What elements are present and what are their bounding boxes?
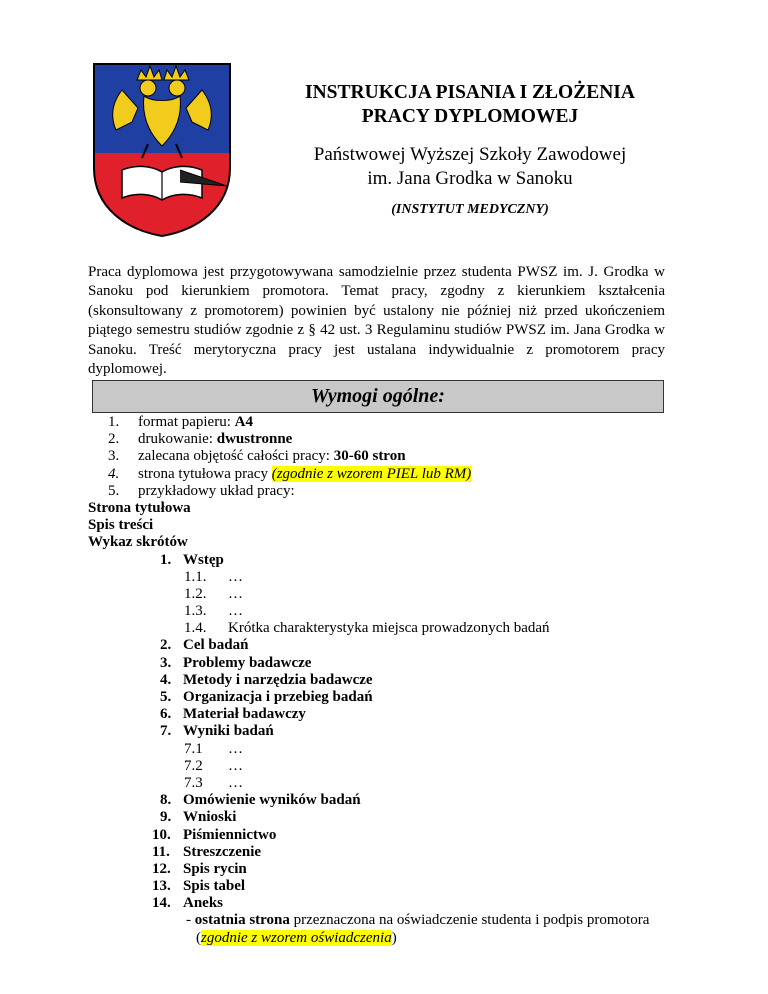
chapter-item xyxy=(88,809,688,826)
subchapter-item xyxy=(88,620,688,637)
final-note-reference xyxy=(88,930,688,947)
document-title-line2: PRACY DYPLOMOWEJ xyxy=(361,106,579,127)
chapter-item xyxy=(88,827,688,844)
subchapter-item xyxy=(88,569,688,586)
subchapter-number: 7.2 xyxy=(184,757,203,774)
chapter-title: Spis rycin xyxy=(183,860,247,877)
chapter-item xyxy=(88,895,688,912)
list-item xyxy=(88,466,688,483)
subchapter-item xyxy=(88,741,688,758)
final-note-prefix: - xyxy=(186,912,195,929)
chapter-number: 6. xyxy=(160,706,172,723)
chapter-title: Cel badań xyxy=(183,637,249,654)
chapter-item xyxy=(88,552,688,569)
subchapter-number: 1.1. xyxy=(184,568,207,585)
subchapter-title: … xyxy=(228,740,243,757)
crest-logo xyxy=(92,58,232,238)
chapter-title: Problemy badawcze xyxy=(183,654,312,671)
subchapter-number: 7.1 xyxy=(184,740,203,757)
chapter-number: 10. xyxy=(152,826,171,843)
subchapter-number: 7.3 xyxy=(184,774,203,791)
list-item xyxy=(88,431,688,448)
chapter-item xyxy=(88,637,688,654)
item-label: przykładowy układ pracy: xyxy=(138,482,295,499)
chapter-number: 11. xyxy=(152,843,170,860)
list-item xyxy=(88,483,688,500)
chapter-title: Omówienie wyników badań xyxy=(183,792,361,809)
chapter-number: 5. xyxy=(160,689,172,705)
item-number: 3. xyxy=(108,448,120,465)
chapter-title: Aneks xyxy=(183,895,224,912)
list-item xyxy=(88,414,688,431)
subchapter-title: … xyxy=(228,585,243,602)
chapter-title: Wnioski xyxy=(183,809,237,826)
section-header-box xyxy=(92,380,664,413)
final-note-bold: ostatnia strona xyxy=(194,912,290,929)
chapter-title: Spis tabel xyxy=(183,878,246,895)
chapter-number: 14. xyxy=(152,895,171,912)
item-number: 4. xyxy=(108,465,120,482)
subchapter-item xyxy=(88,758,688,775)
front-matter-item: Wykaz skrótów xyxy=(88,534,188,551)
school-name-line2: im. Jana Grodka w Sanoku xyxy=(367,168,573,189)
requirements-list xyxy=(88,414,688,947)
chapter-number: 2. xyxy=(160,637,172,654)
subchapter-title: … xyxy=(228,774,243,791)
intro-text: Praca dyplomowa jest przygotowywana samodzielnie przez studenta PWSZ im. J. Grodka w Sanoku pod kierunkiem promotora. Temat pracy, zgodny z kierunkiem kształcenia (skonsultowany z promotorem) powinien być ustalony nie później niż przed ukończeniem piątego semestru studiów zgodnie z § 42 ust. 3 Regulaminu studiów PWSZ im. Jana Grodka w Sanoku. Treść merytoryczna pracy jest ustalana indywidualnie z promotorem pracy dyplomowej. xyxy=(88,264,665,378)
chapter-title: Materiał badawczy xyxy=(183,706,306,723)
paren-close: ) xyxy=(391,929,397,946)
subchapter-item xyxy=(88,775,688,792)
chapter-item xyxy=(88,655,688,672)
item-value: A4 xyxy=(234,414,253,430)
chapter-number: 9. xyxy=(160,809,172,826)
chapter-title: Piśmiennictwo xyxy=(183,826,277,843)
chapter-item xyxy=(88,861,688,878)
subchapter-number: 1.3. xyxy=(184,603,207,620)
item-number: 2. xyxy=(108,431,120,448)
chapter-title: Wyniki badań xyxy=(183,723,274,740)
chapter-item xyxy=(88,878,688,895)
intro-paragraph xyxy=(88,263,665,379)
final-note xyxy=(88,912,688,929)
template-reference-highlight: (zgodnie z wzorem PIEL lub RM) xyxy=(271,465,472,482)
item-label: drukowanie: xyxy=(138,431,217,448)
chapter-item xyxy=(88,706,688,723)
subchapter-title: … xyxy=(228,568,243,585)
item-label: strona tytułowa pracy xyxy=(138,465,272,482)
chapter-item xyxy=(88,672,688,689)
chapter-number: 1. xyxy=(160,551,172,568)
subchapter-title: … xyxy=(228,603,243,620)
institute-name: (INSTYTUT MEDYCZNY) xyxy=(391,202,549,217)
chapter-item xyxy=(88,792,688,809)
front-matter-item: Spis treści xyxy=(88,517,154,534)
chapter-number: 3. xyxy=(160,654,172,671)
chapter-item xyxy=(88,844,688,861)
subchapter-title: … xyxy=(228,757,243,774)
school-name-line1: Państwowej Wyższej Szkoły Zawodowej xyxy=(313,144,627,165)
chapter-title: Organizacja i przebieg badań xyxy=(183,689,373,705)
final-note-text: przeznaczona na oświadczenie studenta i podpis promotora xyxy=(289,912,650,929)
chapter-number: 8. xyxy=(160,792,172,809)
subchapter-item xyxy=(88,603,688,620)
section-title: Wymogi ogólne: xyxy=(311,385,445,407)
chapter-number: 13. xyxy=(152,878,171,895)
chapter-number: 12. xyxy=(152,860,171,877)
subchapter-title: Krótka charakterystyka miejsca prowadzonych badań xyxy=(228,620,550,637)
chapter-title: Metody i narzędzia badawcze xyxy=(183,671,373,688)
item-label: zalecana objętość całości pracy: xyxy=(138,448,334,465)
item-value: dwustronne xyxy=(216,431,293,448)
chapter-number: 4. xyxy=(160,671,172,688)
chapter-item xyxy=(88,723,688,740)
subchapter-item xyxy=(88,586,688,603)
item-number: 5. xyxy=(108,482,120,499)
declaration-template-highlight: zgodnie z wzorem oświadczenia xyxy=(201,929,392,946)
subchapter-number: 1.2. xyxy=(184,585,207,602)
chapter-item xyxy=(88,689,688,706)
subchapter-number: 1.4. xyxy=(184,620,207,637)
list-item xyxy=(88,448,688,465)
chapter-title: Wstęp xyxy=(183,551,224,568)
chapter-number: 7. xyxy=(160,723,172,740)
chapter-title: Streszczenie xyxy=(183,843,262,860)
front-matter-item: Strona tytułowa xyxy=(88,499,191,516)
item-label: format papieru: xyxy=(138,414,235,430)
item-value: 30-60 stron xyxy=(333,448,406,465)
document-title-line1: INSTRUKCJA PISANIA I ZŁOŻENIA xyxy=(305,82,635,103)
paren-open: ( xyxy=(196,929,201,946)
item-number: 1. xyxy=(108,414,120,430)
